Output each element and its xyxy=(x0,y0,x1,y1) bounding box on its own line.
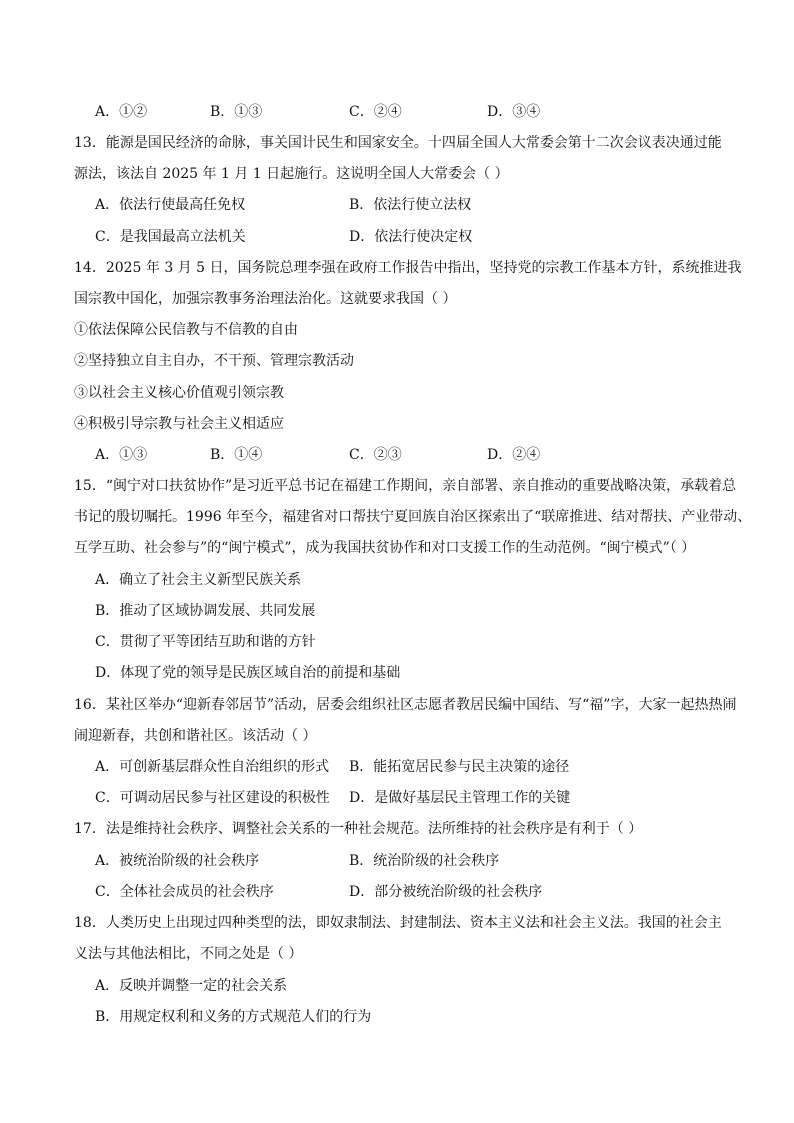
q14-options xyxy=(95,445,655,465)
q17-options-row-1 xyxy=(95,851,615,871)
q17-option-a: A．被统治阶级的社会秩序 xyxy=(95,853,260,869)
q13-stem-line-2: 源法，该法自 2025 年 1 月 1 日起施行。这说明全国人大常委会（ ） xyxy=(74,166,509,182)
q16-stem-line-2: 闹迎新春，共创和谐社区。该活动（ ） xyxy=(74,728,317,744)
q14-option-c: C．②③ xyxy=(349,447,402,463)
q12-options xyxy=(95,102,655,122)
q12-option-d: D．③④ xyxy=(487,104,541,120)
q14-stem-line-1: 14．2025 年 3 月 5 日，国务院总理李强在政府工作报告中指出，坚持党的宗教工作基本方针，系统推进我 xyxy=(74,260,742,276)
q16-option-a: A．可创新基层群众性自治组织的形式 xyxy=(95,759,330,775)
q16-options-row-2 xyxy=(95,788,615,808)
q13-options-row-1 xyxy=(95,195,615,215)
q17-stem-line-1: 17．法是维持社会秩序、调整社会关系的一种社会规范。法所维持的社会秩序是有利于（ ） xyxy=(74,821,643,837)
q15-option-d: D．体现了党的领导是民族区域自治的前提和基础 xyxy=(95,665,401,681)
q18-stem-line-1: 18．人类历史上出现过四种类型的法，即奴隶制法、封建制法、资本主义法和社会主义法。我国的社会主 xyxy=(74,915,722,931)
q13-option-c: C．是我国最高立法机关 xyxy=(95,229,246,245)
q15-stem-line-2: 书记的殷切嘱托。1996 年至今，福建省对口帮扶宁夏回族自治区探索出了“联席推进、结对帮扶、产业带动、 xyxy=(74,509,752,525)
q16-option-c: C．可调动居民参与社区建设的积极性 xyxy=(95,790,330,806)
q14-option-a: A．①③ xyxy=(95,447,148,463)
q15-stem-line-3: 互学互助、社会参与”的“闽宁模式”，成为我国扶贫协作和对口支援工作的生动范例。“闽宁模式”（ ） xyxy=(74,540,696,556)
q17-options-row-2 xyxy=(95,882,615,902)
q14-option-d: D．②④ xyxy=(487,447,541,463)
q17-option-b: B．统治阶级的社会秩序 xyxy=(349,853,500,869)
q14-item-3: ③以社会主义核心价值观引领宗教 xyxy=(74,385,284,401)
q17-option-c: C．全体社会成员的社会秩序 xyxy=(95,884,274,900)
q14-option-b: B．①④ xyxy=(210,447,263,463)
q16-option-d: D．是做好基层民主管理工作的关键 xyxy=(349,790,571,806)
q16-stem-line-1: 16．某社区举办“迎新春邻居节”活动，居委会组织社区志愿者教居民编中国结、写“福”字，大家一起热热闹 xyxy=(74,697,737,713)
q15-stem-line-1: 15．“闽宁对口扶贫协作”是习近平总书记在福建工作期间，亲自部署、亲自推动的重要战略决策，承载着总 xyxy=(74,478,737,494)
q14-item-4: ④积极引导宗教与社会主义相适应 xyxy=(74,416,284,432)
q18-option-a: A．反映并调整一定的社会关系 xyxy=(95,978,288,994)
q12-option-a: A．①② xyxy=(95,104,148,120)
q12-option-b: B．①③ xyxy=(210,104,263,120)
q17-option-d: D．部分被统治阶级的社会秩序 xyxy=(349,884,543,900)
q16-options-row-1 xyxy=(95,757,615,777)
q12-option-c: C．②④ xyxy=(349,104,402,120)
q15-option-c: C．贯彻了平等团结互助和谐的方针 xyxy=(95,634,316,650)
q13-option-b: B．依法行使立法权 xyxy=(349,197,472,213)
q14-item-2: ②坚持独立自主自办，不干预、管理宗教活动 xyxy=(74,353,354,369)
q15-option-a: A．确立了社会主义新型民族关系 xyxy=(95,572,302,588)
q18-option-b: B．用规定权利和义务的方式规范人们的行为 xyxy=(95,1009,372,1025)
q18-stem-line-2: 义法与其他法相比，不同之处是（ ） xyxy=(74,946,303,962)
q14-stem-line-2: 国宗教中国化，加强宗教事务治理法治化。这就要求我国（ ） xyxy=(74,291,457,307)
q13-option-d: D．依法行使决定权 xyxy=(349,229,473,245)
q13-options-row-2 xyxy=(95,227,615,247)
q13-option-a: A．依法行使最高任免权 xyxy=(95,197,246,213)
q14-item-1: ①依法保障公民信教与不信教的自由 xyxy=(74,322,298,338)
q16-option-b: B．能拓宽居民参与民主决策的途径 xyxy=(349,759,570,775)
q15-option-b: B．推动了区域协调发展、共同发展 xyxy=(95,603,316,619)
q13-stem-line-1: 13．能源是国民经济的命脉，事关国计民生和国家安全。十四届全国人大常委会第十二次会议表决通过能 xyxy=(74,135,722,151)
